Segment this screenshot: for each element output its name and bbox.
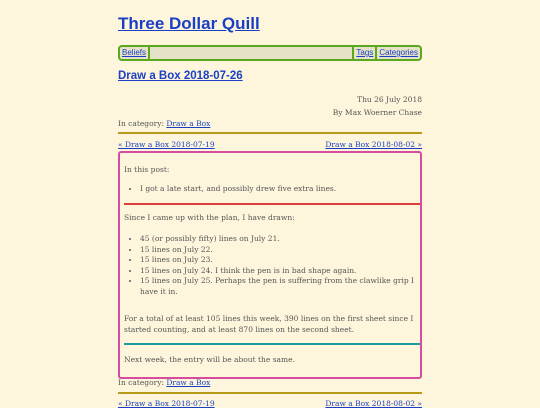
divider-rule bbox=[118, 132, 422, 134]
next-post-link[interactable]: Draw a Box 2018-08-02 » bbox=[325, 399, 422, 408]
section-divider bbox=[124, 203, 420, 205]
prev-post-link[interactable]: « Draw a Box 2018-07-19 bbox=[118, 140, 215, 149]
post-title-link[interactable]: Draw a Box 2018-07-26 bbox=[118, 70, 243, 82]
category-prefix: In category: bbox=[118, 378, 164, 387]
total-paragraph: For a total of at least 105 lines this week, 390 lines on the first sheet since I started counting, and at least 870 lines on the second sheet. bbox=[124, 314, 414, 334]
list-item: • 15 lines on July 25. Perhaps the pen is suffering from the clawlike grip I have it in. bbox=[140, 276, 416, 297]
next-week-paragraph: Next week, the entry will be about the same. bbox=[124, 355, 295, 364]
intro-paragraph: Since I came up with the plan, I have drawn: bbox=[124, 213, 295, 222]
divider-rule bbox=[118, 392, 422, 394]
post-navigation bbox=[118, 140, 422, 149]
nav-bar bbox=[118, 45, 422, 61]
drawn-list bbox=[124, 234, 416, 297]
list-item: • 45 (or possibly fifty) lines on July 21. bbox=[140, 234, 416, 245]
category-prefix: In category: bbox=[118, 119, 164, 128]
in-this-post-label: In this post: bbox=[124, 165, 170, 174]
footer-navigation bbox=[118, 399, 422, 408]
post-category bbox=[118, 119, 210, 128]
list-item: • 15 lines on July 23. bbox=[140, 255, 416, 266]
post-content bbox=[118, 151, 422, 379]
nav-tags-link[interactable]: Tags bbox=[356, 48, 374, 57]
section-divider bbox=[124, 343, 420, 345]
category-link[interactable]: Draw a Box bbox=[166, 378, 211, 387]
list-item: • 15 lines on July 24. I think the pen is in bad shape again. bbox=[140, 266, 416, 277]
post-author: By Max Woerner Chase bbox=[332, 108, 422, 117]
list-item: • 15 lines on July 22. bbox=[140, 245, 416, 256]
nav-divider bbox=[148, 47, 150, 59]
site-title-link[interactable]: Three Dollar Quill bbox=[118, 14, 260, 33]
nav-beliefs-link[interactable]: Beliefs bbox=[122, 48, 147, 57]
list-item: • I got a late start, and possibly drew five extra lines. bbox=[140, 184, 416, 195]
nav-categories-link[interactable]: Categories bbox=[379, 48, 418, 57]
footer-category bbox=[118, 378, 210, 387]
next-post-link[interactable]: Draw a Box 2018-08-02 » bbox=[325, 140, 422, 149]
post-date: Thu 26 July 2018 bbox=[357, 95, 422, 104]
category-link[interactable]: Draw a Box bbox=[166, 119, 211, 128]
summary-list bbox=[124, 184, 416, 195]
prev-post-link[interactable]: « Draw a Box 2018-07-19 bbox=[118, 399, 215, 408]
